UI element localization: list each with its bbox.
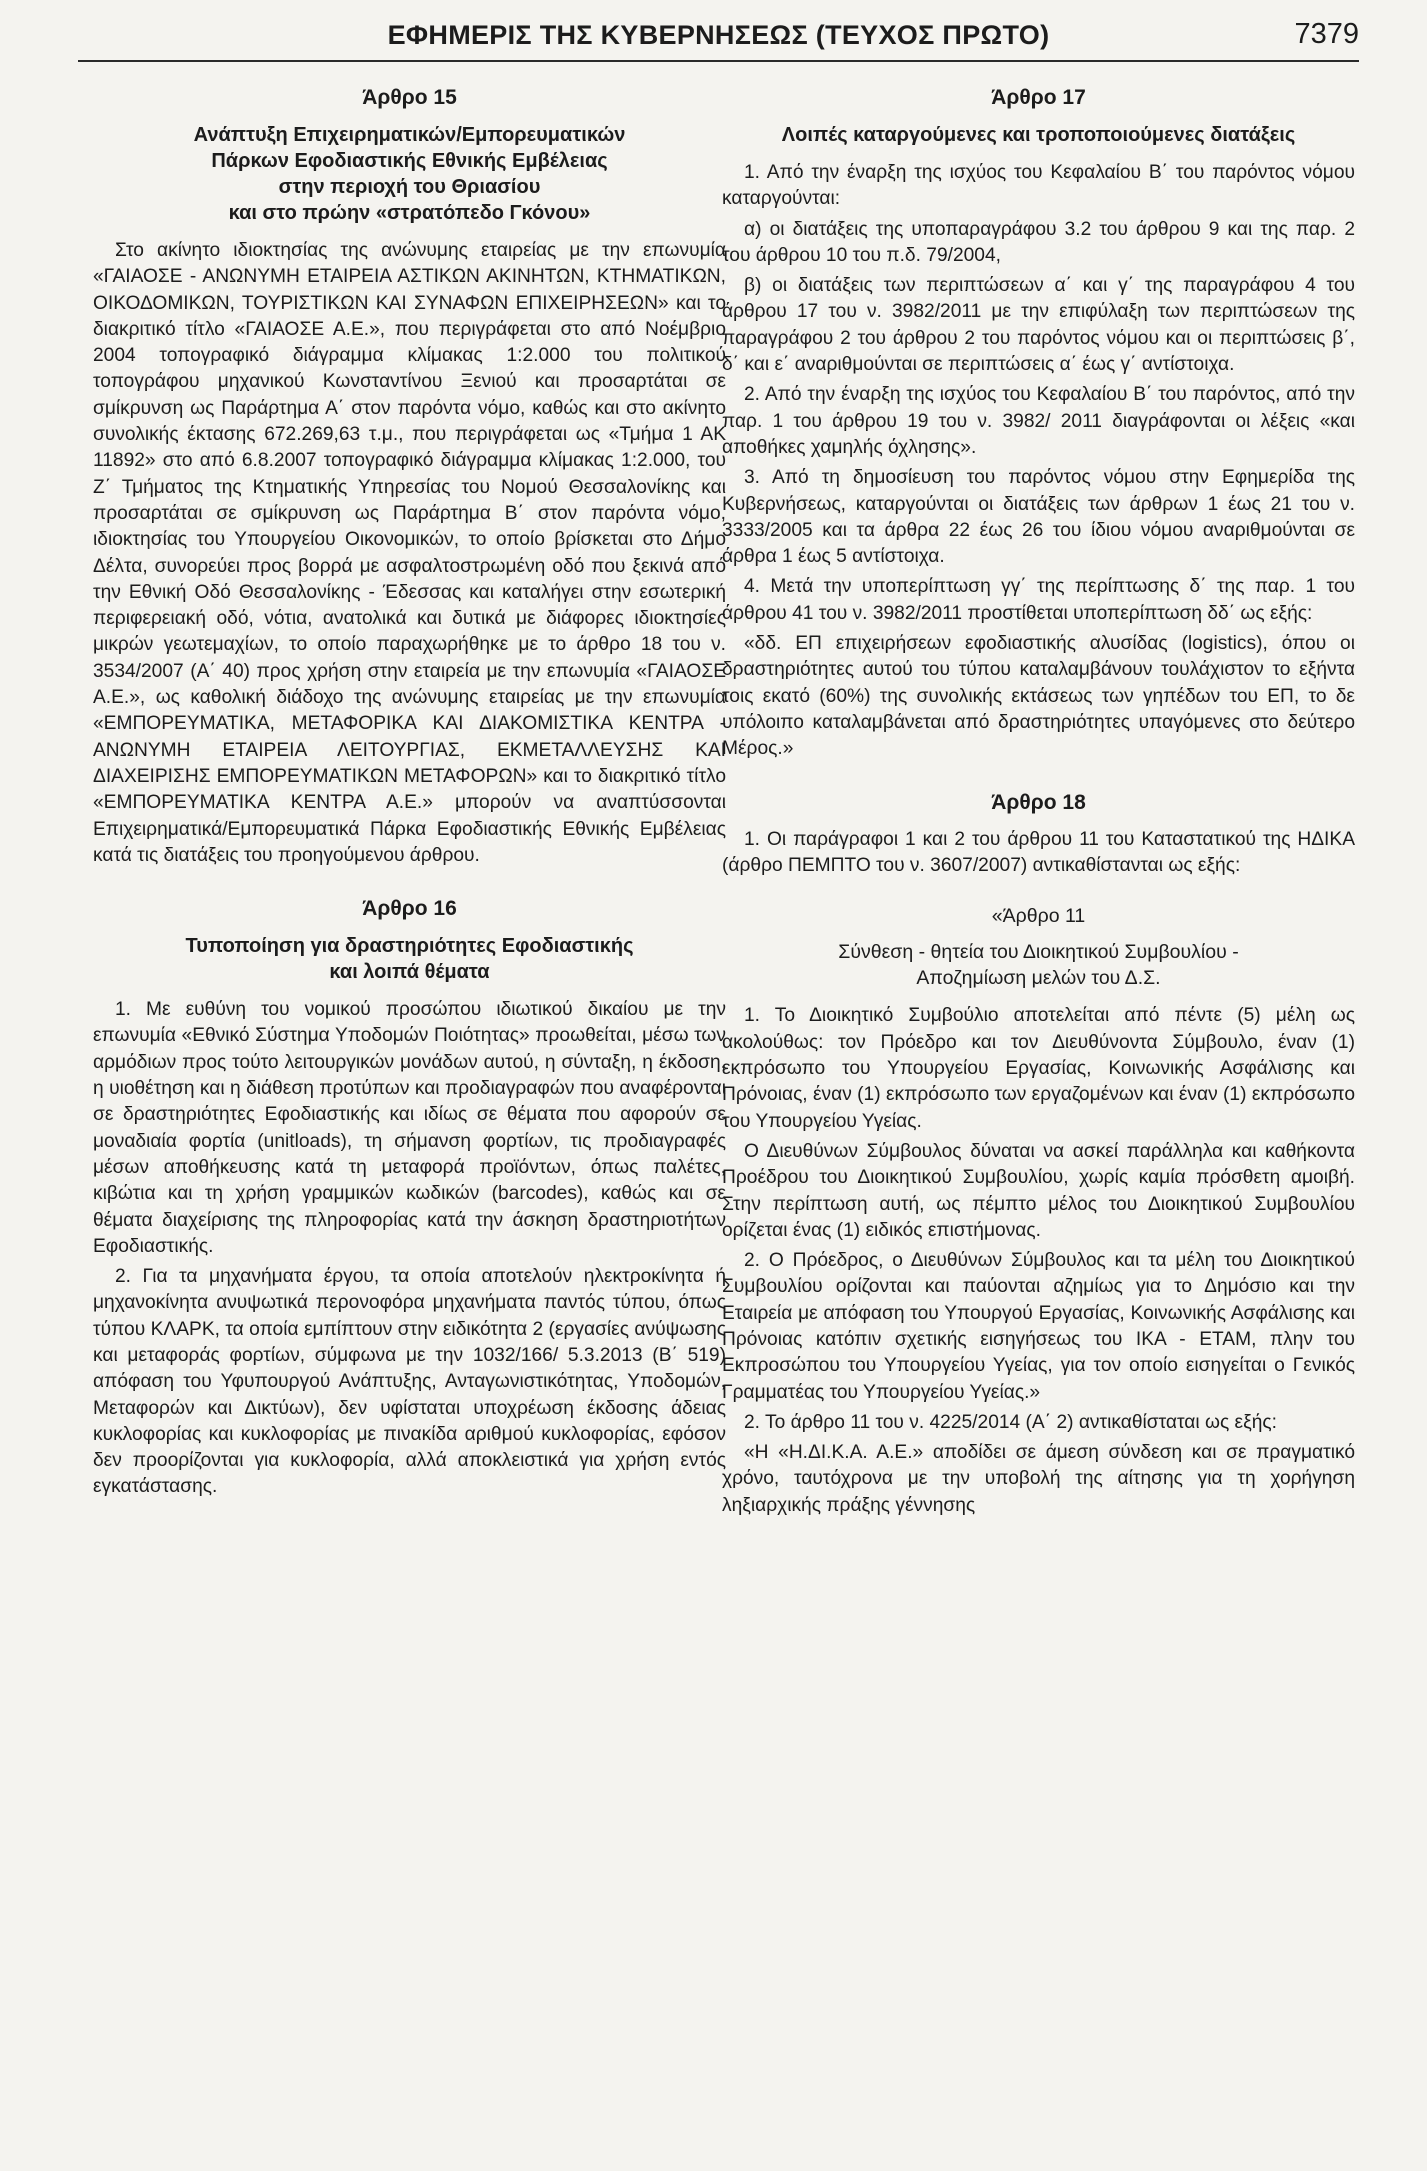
- article-18-paragraph: 2. Το άρθρο 11 του ν. 4225/2014 (Α΄ 2) αντικαθίσταται ως εξής:: [744, 1411, 1277, 1433]
- article-15-title: [93, 122, 726, 226]
- gazette-title: ΕΦΗΜΕΡΙΣ ΤΗΣ ΚΥΒΕΡΝΗΣΕΩΣ (ΤΕΥΧΟΣ ΠΡΩΤΟ): [387, 20, 1050, 50]
- article-18-paragraph: 1. Το Διοικητικό Συμβούλιο αποτελείται από πέντε (5) μέλη ως ακολούθως: τον Πρόεδρο και τον Διευθύνοντα Σύμβουλο, έναν (1) εκπρόσωπο του Υπουργείου Εργασίας, Κοινωνικής Ασφάλισης και Πρόνοιας, έναν (1) εκπρόσωπο των εργαζομένων και έναν (1) εκπρόσωπο του Υπουργείου Υγείας.: [722, 1005, 1355, 1132]
- article-18-intro: 1. Οι παράγραφοι 1 και 2 του άρθρου 11 του Καταστατικού της ΗΔΙΚΑ (άρθρο ΠΕΜΠΤΟ του ν. 3607/2007) αντικαθίστανται ως εξής:: [722, 828, 1355, 876]
- article-15-paragraph: Στο ακίνητο ιδιοκτησίας της ανώνυμης εταιρείας με την επωνυμία «ΓΑΙΑΟΣΕ - ΑΝΩΝΥΜΗ ΕΤΑΙΡΕΙΑ ΑΣΤΙΚΩΝ ΑΚΙΝΗΤΩΝ, ΚΤΗΜΑΤΙΚΩΝ, ΟΙΚΟΔΟΜΙΚΩΝ, ΤΟΥΡΙΣΤΙΚΩΝ ΚΑΙ ΣΥΝΑΦΩΝ ΕΠΙΧΕΙΡΗΣΕΩΝ» και το διακριτικό τίτλο «ΓΑΙΑΟΣΕ Α.Ε.», που περιγράφεται στο από Νοέμβριο 2004 τοπογραφικό διάγραμμα κλίμακας 1:2.000 του πολιτικού τοπογράφου μηχανικού Κωνσταντίνου Ξενιού και προσαρτάται σε σμίκρυνση ως Παράρτημα Α΄ στον παρόντα νόμο, καθώς και στο ακίνητο συνολικής έκτασης 672.269,63 τ.μ., που περιγράφεται ως «Τμήμα 1 ΑΚ 11892» στο από 6.8.2007 τοπογραφικό διάγραμμα κλίμακας 1:2.000, του Ζ΄ Τμήματος της Κτηματικής Υπηρεσίας του Νομού Θεσσαλονίκης και προσαρτάται σε σμίκρυνση ως Παράρτημα Β΄ στον παρόντα νόμο, ιδιοκτησίας του Υπουργείου Οικονομικών, το οποίο βρίσκεται στο Δήμο Δέλτα, συνορεύει προς βορρά με ασφαλτοστρωμένη οδό που ξεκινά από την Εθνική Οδό Θεσσαλονίκης - Έδεσσας και καταλήγει στην εσωτερική περιφερειακή οδό, νότια, ανατολικά και δυτικά με διάφορες ιδιοκτησίες μικρών γεωτεμαχίων, το οποίο παραχωρήθηκε με το άρθρο 18 του ν. 3534/2007 (Α΄ 40) προς χρήση στην εταιρεία με την επωνυμία «ΓΑΙΑΟΣΕ Α.Ε.», ως καθολική διάδοχο της ανώνυμης εταιρείας με την επωνυμία «ΕΜΠΟΡΕΥΜΑΤΙΚΑ, ΜΕΤΑΦΟΡΙΚΑ ΚΑΙ ΔΙΑΚΟΜΙΣΤΙΚΑ ΚΕΝΤΡΑ - ΑΝΩΝΥΜΗ ΕΤΑΙΡΕΙΑ ΛΕΙΤΟΥΡΓΙΑΣ, ΕΚΜΕΤΑΛΛΕΥΣΗΣ ΚΑΙ ΔΙΑΧΕΙΡΙΣΗΣ ΕΜΠΟΡΕΥΜΑΤΙΚΩΝ ΜΕΤΑΦΟΡΩΝ» και το διακριτικό τίτλο «ΕΜΠΟΡΕΥΜΑΤΙΚΑ ΚΕΝΤΡΑ Α.Ε.» μπορούν να αναπτύσσονται Επιχειρηματικά/Εμπορευματικά Πάρκα Εφοδιαστικής Εθνικής Εμβέλειας κατά τις διατάξεις του προηγούμενου άρθρου.: [93, 240, 726, 866]
- article-16-title-line: Τυποποίηση για δραστηριότητες Εφοδιαστικής: [185, 935, 634, 958]
- article-15-title-line: στην περιοχή του Θριασίου: [278, 176, 541, 198]
- left-column: [93, 84, 726, 1505]
- article-17-paragraph: β) οι διατάξεις των περιπτώσεων α΄ και γ΄ της παραγράφου 4 του άρθρου 17 του ν. 3982/2011 με την επιφύλαξη των περιπτώσεων της παραγράφου 2 του άρθρου 2 του παρόντος νόμου και οι περιπτώσεις β΄, δ΄ και ε΄ αναριθμούνται σε περιπτώσεις α΄ έως γ΄ αντίστοιχα.: [722, 275, 1355, 376]
- article-17-title-line: Λοιπές καταργούμενες και τροποποιούμενες διατάξεις: [781, 124, 1296, 146]
- article-16-title: [93, 933, 726, 985]
- page-number: 7379: [1294, 18, 1359, 50]
- article-17-paragraph: 1. Από την έναρξη της ισχύος του Κεφαλαίου Β΄ του παρόντος νόμου καταργούνται:: [722, 162, 1355, 210]
- quoted-article-heading: «Άρθρο 11: [991, 905, 1086, 928]
- article-15-title-line: Ανάπτυξη Επιχειρηματικών/Εμπορευματικών: [193, 124, 626, 146]
- article-17-paragraph: «δδ. ΕΠ επιχειρήσεων εφοδιαστικής αλυσίδας (logistics), όπου οι δραστηριότητες αυτού του τύπου καταλαμβάνουν τουλάχιστον το εξήντα τοις εκατό (60%) της συνολικής εκτάσεως των γηπέδων του ΕΠ, το δε υπόλοιπο καταλαμβάνεται από δραστηριότητες υπαγόμενες στο δεύτερο Μέρος.»: [722, 633, 1355, 760]
- page-header: [78, 14, 1359, 62]
- article-18-paragraph: «Η «Η.ΔΙ.Κ.Α. Α.Ε.» αποδίδει σε άμεση σύνδεση και σε πραγματικό χρόνο, ταυτόχρονα με την υποβολή της αίτησης για τη χορήγηση ληξιαρχικής πράξης γέννησης: [722, 1442, 1355, 1516]
- article-15-title-line: Πάρκων Εφοδιαστικής Εθνικής Εμβέλειας: [211, 150, 608, 172]
- article-15-title-line: και στο πρώην «στρατόπεδο Γκόνου»: [228, 202, 591, 224]
- article-16-paragraph: 1. Με ευθύνη του νομικού προσώπου ιδιωτικού δικαίου με την επωνυμία «Εθνικό Σύστημα Υποδομών Ποιότητας» προωθείται, μέσω των αρμόδιων προς τούτο λειτουργικών μονάδων αυτού, η σύνταξη, η έκδοση, η υιοθέτηση και η διάθεση προτύπων και προδιαγραφών που αναφέρονται σε δραστηριότητες Εφοδιαστικής και ιδίως σε θέματα που αφορούν σε μοναδιαία φορτία (unitloads), τη σήμανση φορτίων, τις προδιαγραφές μέσων αποθήκευσης κατά τη μεταφορά προϊόντων, όπως παλέτες, κιβώτια και τη χρήση γραμμικών κωδικών (barcodes), καθώς και σε θέματα διαχείρισης της πληροφορίας κατά την άσκηση δραστηριοτήτων Εφοδιαστικής.: [93, 999, 726, 1257]
- article-17-paragraph: 4. Μετά την υποπερίπτωση γγ΄ της περίπτωσης δ΄ της παρ. 1 του άρθρου 41 του ν. 3982/2011 προστίθεται υποπερίπτωση δδ΄ ως εξής:: [722, 576, 1355, 624]
- article-16-heading: Άρθρο 16: [362, 897, 457, 921]
- article-15-heading: Άρθρο 15: [362, 86, 457, 109]
- quoted-article-title-line: Σύνθεση - θητεία του Διοικητικού Συμβουλίου -: [838, 941, 1239, 964]
- right-column: [722, 84, 1355, 1523]
- article-16-paragraph: 2. Για τα μηχανήματα έργου, τα οποία αποτελούν ηλεκτροκίνητα ή μηχανοκίνητα ανυψωτικά περονοφόρα μηχανήματα παντός τύπου, όπως τύπου ΚΛΑΡΚ, τα οποία εμπίπτουν στην ειδικότητα 2 (εργασίες ανύψωσης και μεταφοράς φορτίων, σύμφωνα με την 1032/166/ 5.3.2013 (Β΄ 519) απόφαση του Υφυπουργού Ανάπτυξης, Ανταγωνιστικότητας, Υποδομών, Μεταφορών και Δικτύων), δεν υφίσταται υποχρέωση έκδοσης άδειας κυκλοφορίας και κυκλοφορίας με πινακίδα αριθμού κυκλοφορίας, εφόσον δεν προορίζονται για κυκλοφορία, αλλά αποκλειστικά για χρήση εντός εγκατάστασης.: [93, 1266, 726, 1498]
- article-18-paragraph: 2. Ο Πρόεδρος, ο Διευθύνων Σύμβουλος και τα μέλη του Διοικητικού Συμβουλίου ορίζονται και παύονται αζημίως για το Δημόσιο και την Εταιρεία με απόφαση του Υπουργού Εργασίας, Κοινωνικής Ασφάλισης και Πρόνοιας κατόπιν σχετικής εισηγήσεως του ΙΚΑ - ΕΤΑΜ, πλην του Εκπροσώπου του Υπουργείου Υγείας, για τον οποίο εισηγείται ο Γενικός Γραμματέας του Υπουργείου Υγείας.»: [722, 1250, 1355, 1403]
- article-17-paragraph: 2. Από την έναρξη της ισχύος του Κεφαλαίου Β΄ του παρόντος, από την παρ. 1 του άρθρου 19 του ν. 3982/ 2011 διαγράφονται οι λέξεις «και αποθήκες χαμηλής όχλησης».: [722, 384, 1355, 458]
- quoted-article-title-line: Αποζημίωση μελών του Δ.Σ.: [916, 967, 1161, 990]
- quoted-article-title: [722, 939, 1355, 991]
- article-17-paragraph: α) οι διατάξεις της υποπαραγράφου 3.2 του άρθρου 9 και της παρ. 2 του άρθρου 10 του π.δ. 79/2004,: [722, 218, 1355, 266]
- article-17-paragraph: 3. Από τη δημοσίευση του παρόντος νόμου στην Εφημερίδα της Κυβερνήσεως, καταργούνται οι διατάξεις των άρθρων 1 έως 21 του ν. 3333/2005 και τα άρθρα 22 έως 26 του ίδιου νόμου αναριθμούνται σε άρθρα 1 έως 5 αντίστοιχα.: [722, 467, 1355, 568]
- article-17-title: [722, 122, 1355, 148]
- article-17-heading: Άρθρο 17: [991, 86, 1086, 109]
- article-16-title-line: και λοιπά θέματα: [329, 961, 490, 984]
- article-18-heading: Άρθρο 18: [991, 790, 1086, 814]
- article-18-paragraph: Ο Διευθύνων Σύμβουλος δύναται να ασκεί παράλληλα και καθήκοντα Προέδρου του Διοικητικού Συμβουλίου, χωρίς καμία πρόσθετη αμοιβή. Στην περίπτωση αυτή, ως πέμπτο μέλος του Διοικητικού Συμβουλίου ορίζεται ένας (1) ειδικός επιστήμονας.: [722, 1140, 1355, 1241]
